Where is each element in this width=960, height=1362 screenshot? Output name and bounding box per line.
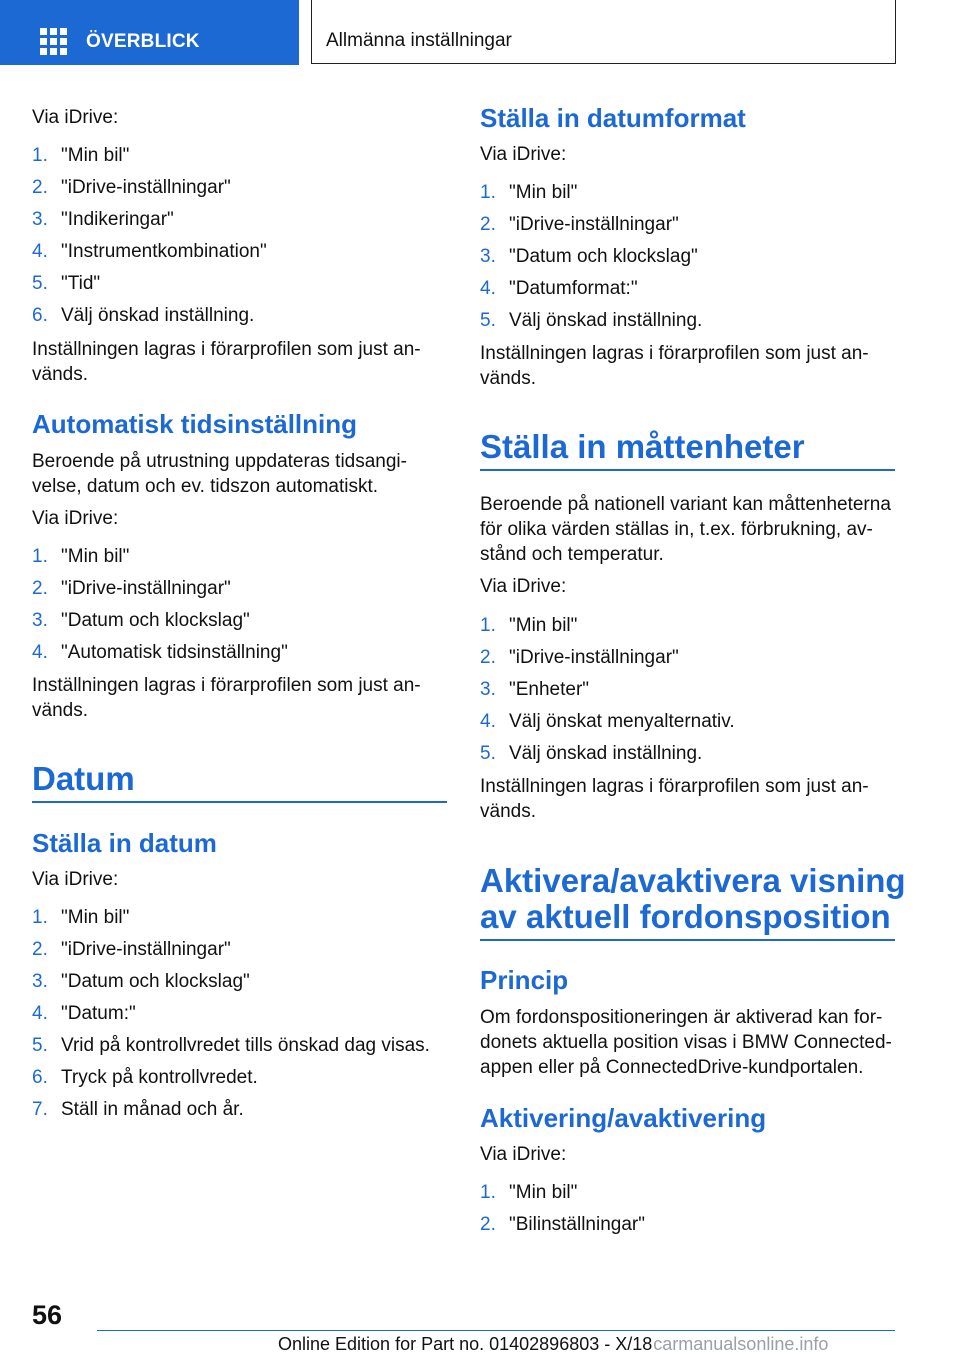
list-item: 1. "Min bil" xyxy=(32,546,130,567)
list-item: 3. "Indikeringar" xyxy=(32,209,174,230)
auto-time-heading: Automatisk tidsinställning xyxy=(32,409,358,439)
via-idrive-label: Via iDrive: xyxy=(32,107,119,128)
list-item: 1. "Min bil" xyxy=(480,182,578,203)
principle-text: Om fordonspositioneringen är aktiverad kan for- xyxy=(480,1007,883,1028)
footer-rule xyxy=(97,1330,895,1331)
units-description: för olika värden ställas in, t.ex. förbrukning, av- xyxy=(480,519,873,540)
note-text: Inställningen lagras i förarprofilen som just an- xyxy=(480,343,869,364)
auto-time-description: Beroende på utrustning uppdateras tidsangi- xyxy=(32,451,407,472)
list-item: 2. "iDrive-inställningar" xyxy=(32,578,231,599)
date-format-heading: Ställa in datumformat xyxy=(480,103,746,133)
list-item: 2. "Bilinställningar" xyxy=(480,1214,645,1235)
list-item: 3. "Datum och klockslag" xyxy=(480,246,698,267)
list-item: 1. "Min bil" xyxy=(480,1182,578,1203)
list-item: 4. "Datum:" xyxy=(32,1003,136,1024)
list-item: 6. Välj önskad inställning. xyxy=(32,305,255,326)
list-item: 3. "Datum och klockslag" xyxy=(32,610,250,631)
heading-rule xyxy=(480,469,895,471)
principle-text: appen eller på ConnectedDrive-kundportalen. xyxy=(480,1057,864,1078)
note-text: Inställningen lagras i förarprofilen som just an- xyxy=(480,776,869,797)
via-idrive-label: Via iDrive: xyxy=(32,869,119,890)
note-text: Inställningen lagras i förarprofilen som just an- xyxy=(32,339,421,360)
list-item: 7. Ställ in månad och år. xyxy=(32,1099,244,1120)
principle-text: donets aktuella position visas i BMW Connected- xyxy=(480,1032,892,1053)
list-item: 1. "Min bil" xyxy=(32,907,130,928)
footer-edition xyxy=(278,1334,828,1355)
list-item: 4. "Automatisk tidsinställning" xyxy=(32,642,288,663)
list-item: 4. "Instrumentkombination" xyxy=(32,241,267,262)
units-heading: Ställa in måttenheter xyxy=(480,428,805,465)
overview-tab[interactable] xyxy=(0,0,299,65)
vehicle-position-heading: av aktuell fordonsposition xyxy=(480,898,891,935)
edition-text: Online Edition for Part no. 01402896803 - X/18 xyxy=(278,1334,653,1354)
section-title-box xyxy=(311,0,896,64)
via-idrive-label: Via iDrive: xyxy=(480,576,567,597)
list-item: 3. "Datum och klockslag" xyxy=(32,971,250,992)
via-idrive-label: Via iDrive: xyxy=(480,144,567,165)
note-text: vänds. xyxy=(32,700,88,721)
units-description: Beroende på nationell variant kan måttenheterna xyxy=(480,494,891,515)
units-description: stånd och temperatur. xyxy=(480,544,664,565)
page-number: 56 xyxy=(32,1300,63,1330)
principle-heading: Princip xyxy=(480,965,569,995)
grid-menu-icon xyxy=(40,28,66,52)
section-title: Allmänna inställningar xyxy=(326,30,512,51)
note-text: vänds. xyxy=(480,801,536,822)
list-item: 5. Välj önskad inställning. xyxy=(480,743,703,764)
datum-heading: Datum xyxy=(32,760,135,797)
overview-tab-label: ÖVERBLICK xyxy=(86,31,200,52)
list-item: 4. Välj önskat menyalternativ. xyxy=(480,711,735,732)
watermark-text: carmanualsonline.info xyxy=(653,1334,829,1354)
list-item: 4. "Datumformat:" xyxy=(480,278,638,299)
vehicle-position-heading: Aktivera/avaktivera visning xyxy=(480,862,906,899)
list-item: 3. "Enheter" xyxy=(480,679,590,700)
note-text: vänds. xyxy=(480,368,536,389)
list-item: 6. Tryck på kontrollvredet. xyxy=(32,1067,258,1088)
list-item: 1. "Min bil" xyxy=(480,615,578,636)
list-item: 2. "iDrive-inställningar" xyxy=(32,177,231,198)
via-idrive-label: Via iDrive: xyxy=(480,1144,567,1165)
note-text: Inställningen lagras i förarprofilen som just an- xyxy=(32,675,421,696)
list-item: 2. "iDrive-inställningar" xyxy=(480,647,679,668)
list-item: 5. "Tid" xyxy=(32,273,101,294)
heading-rule xyxy=(480,939,895,941)
activation-heading: Aktivering/avaktivering xyxy=(480,1103,767,1133)
heading-rule xyxy=(32,801,447,803)
via-idrive-label: Via iDrive: xyxy=(32,508,119,529)
list-item: 2. "iDrive-inställningar" xyxy=(32,939,231,960)
list-item: 2. "iDrive-inställningar" xyxy=(480,214,679,235)
note-text: vänds. xyxy=(32,364,88,385)
auto-time-description: velse, datum och ev. tidszon automatiskt. xyxy=(32,476,379,497)
list-item: 5. Välj önskad inställning. xyxy=(480,310,703,331)
list-item: 5. Vrid på kontrollvredet tills önskad dag visas. xyxy=(32,1035,430,1056)
set-date-heading: Ställa in datum xyxy=(32,828,217,858)
list-item: 1. "Min bil" xyxy=(32,145,130,166)
